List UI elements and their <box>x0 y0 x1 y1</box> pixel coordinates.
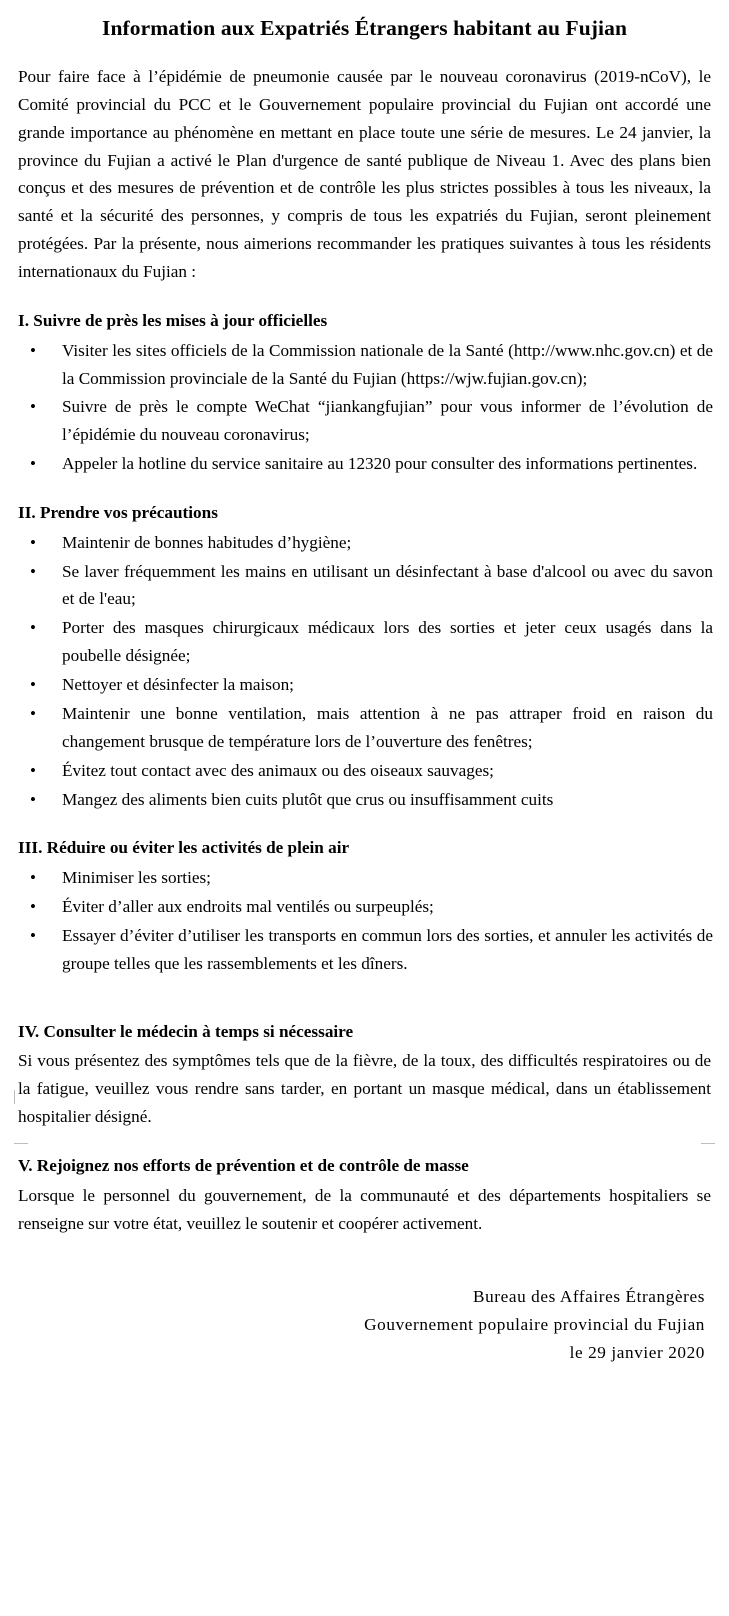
bullet-icon: • <box>30 675 36 695</box>
list-item-text: Appeler la hotline du service sanitaire au 12320 pour consulter des informations pertinentes. <box>62 454 698 474</box>
list-item-text: Se laver fréquemment les mains en utilisant un désinfectant à base d'alcool ou avec du savon et de l'eau; <box>62 561 713 609</box>
bullet-icon: • <box>30 454 36 474</box>
bullet-icon: • <box>30 925 36 945</box>
list-item <box>16 558 713 614</box>
section-i-list <box>16 337 713 478</box>
list-item-text: Éviter d’aller aux endroits mal ventilés ou surpeuplés; <box>62 897 434 917</box>
section-v <box>16 1153 713 1238</box>
section-i-heading: I. Suivre de près les mises à jour officielles <box>18 310 328 330</box>
list-item <box>16 893 713 921</box>
section-iv-heading: IV. Consulter le médecin à temps si nécessaire <box>18 1021 354 1041</box>
list-item-text: Porter des masques chirurgicaux médicaux lors des sorties et jeter ceux usagés dans la poubelle désignée; <box>62 618 713 666</box>
list-item <box>16 529 713 557</box>
bullet-icon: • <box>30 897 36 917</box>
signature-government: Gouvernement populaire provincial du Fujian <box>364 1315 705 1335</box>
section-ii-list <box>16 529 713 814</box>
section-v-heading: V. Rejoignez nos efforts de prévention et de contrôle de masse <box>18 1155 469 1175</box>
list-item-text: Nettoyer et désinfecter la maison; <box>62 675 294 695</box>
bullet-icon: • <box>30 760 36 780</box>
list-item-text: Essayer d’éviter d’utiliser les transports en commun lors des sorties, et annuler les activités de groupe telles que les rassemblements et les dîners. <box>62 925 713 973</box>
bullet-icon: • <box>30 703 36 723</box>
list-item <box>16 700 713 756</box>
page-title: Information aux Expatriés Étrangers habitant au Fujian <box>101 16 628 40</box>
list-item <box>16 614 713 670</box>
list-item <box>16 393 713 449</box>
list-item <box>16 922 713 978</box>
list-item-text: Suivre de près le compte WeChat “jiankangfujian” pour vous informer de l’évolution de l’épidémie du nouveau coronavirus; <box>62 397 713 445</box>
list-item <box>16 757 713 785</box>
list-item <box>16 450 713 478</box>
bullet-icon: • <box>30 618 36 638</box>
bullet-icon: • <box>30 789 36 809</box>
page-edge-mark-bottom-right <box>701 1143 715 1144</box>
list-item <box>16 786 713 814</box>
section-iii-list <box>16 864 713 977</box>
section-iv-body: Si vous présentez des symptômes tels que de la fièvre, de la toux, des difficultés respiratoires ou de la fatigue, veuillez vous rendre sans tarder, en portant un masque médical, dans un établissement hospitalier désigné. <box>18 1051 711 1127</box>
section-iii-heading: III. Réduire ou éviter les activités de plein air <box>18 838 350 858</box>
intro-paragraph: Pour faire face à l’épidémie de pneumonie causée par le nouveau coronavirus (2019-nCoV), le Comité provincial du PCC et le Gouvernement populaire provincial du Fujian ont accordé une grande importance au phénomène en mettant en place toute une série de mesures. Le 24 janvier, la province du Fujian a activé le Plan d'urgence de santé publique de Niveau 1. Avec des plans bien conçus et des mesures de prévention et de contrôle les plus strictes possibles à tous les niveaux, la santé et la sécurité des personnes, y compris de tous les expatriés du Fujian, seront pleinement protégées. Par la présente, nous aimerions recommander les pratiques suivantes à tous les résidents internationaux du Fujian : <box>18 67 711 282</box>
page-edge-mark-bottom-left <box>14 1143 28 1144</box>
signature-block <box>16 1283 713 1367</box>
section-iv <box>16 1019 713 1131</box>
bullet-icon: • <box>30 397 36 417</box>
bullet-icon: • <box>30 532 36 552</box>
list-item <box>16 337 713 393</box>
list-item-text: Maintenir une bonne ventilation, mais attention à ne pas attraper froid en raison du changement brusque de température lors de l’ouverture des fenêtres; <box>62 703 713 751</box>
section-v-body: Lorsque le personnel du gouvernement, de la communauté et des départements hospitaliers se renseigne sur votre état, veuillez le soutenir et coopérer activement. <box>18 1185 711 1233</box>
list-item-text: Évitez tout contact avec des animaux ou des oiseaux sauvages; <box>62 760 494 780</box>
list-item <box>16 864 713 892</box>
list-item-text: Visiter les sites officiels de la Commission nationale de la Santé (http://www.nhc.gov.cn) et de la Commission provinciale de la Santé du Fujian (https://wjw.fujian.gov.cn); <box>62 340 713 388</box>
signature-date: le 29 janvier 2020 <box>569 1343 705 1363</box>
section-ii <box>16 500 713 813</box>
list-item-text: Maintenir de bonnes habitudes d’hygiène; <box>62 532 352 552</box>
list-item-text: Minimiser les sorties; <box>62 868 211 888</box>
bullet-icon: • <box>30 561 36 581</box>
section-ii-heading: II. Prendre vos précautions <box>18 502 218 522</box>
section-i <box>16 308 713 478</box>
section-iii <box>16 835 713 977</box>
bullet-icon: • <box>30 340 36 360</box>
list-item <box>16 671 713 699</box>
signature-office: Bureau des Affaires Étrangères <box>473 1287 705 1307</box>
bullet-icon: • <box>30 868 36 888</box>
list-item-text: Mangez des aliments bien cuits plutôt que crus ou insuffisamment cuits <box>62 789 554 809</box>
page-edge-mark-left <box>14 1090 15 1104</box>
